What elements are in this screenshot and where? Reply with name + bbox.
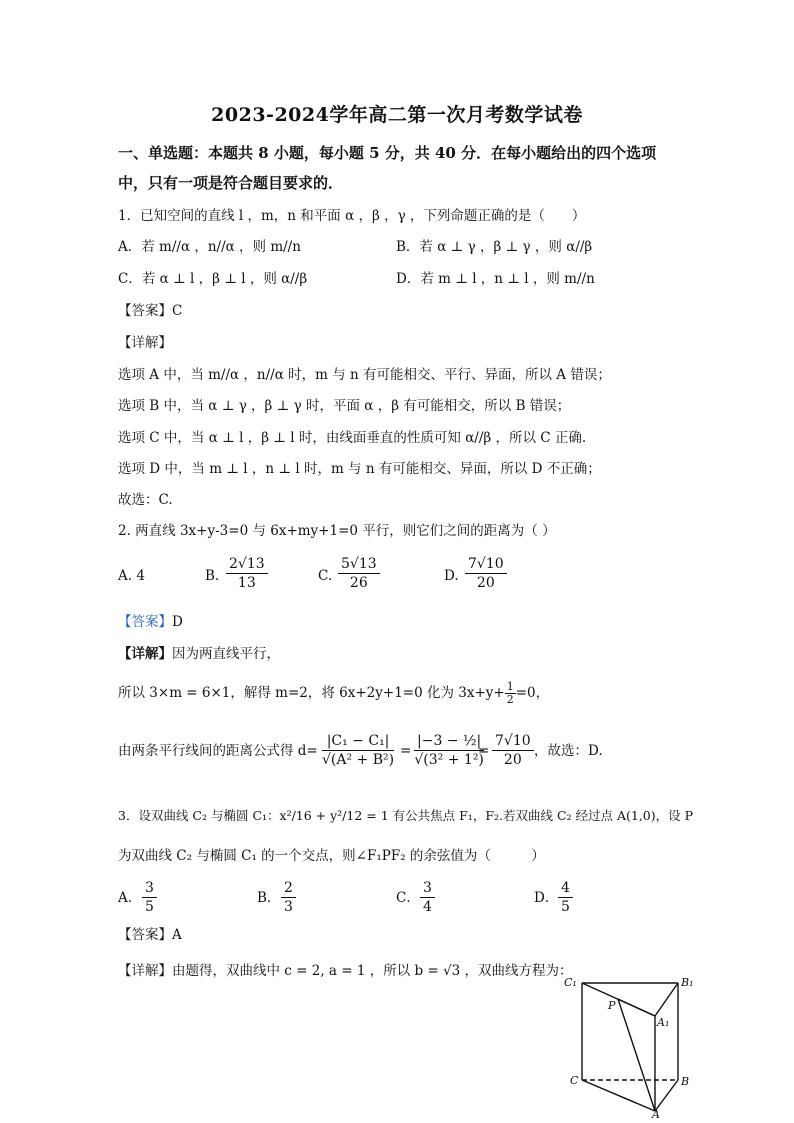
edge-b-a: [655, 1080, 678, 1111]
segment-p-a: [618, 999, 655, 1111]
fraction-numerator: 7√10: [465, 556, 507, 574]
fraction-numerator: 1: [506, 680, 514, 693]
q3-stem-line1: 3．设双曲线 C₂ 与椭圆 C₁：x²/16 + y²/12 = 1 有公共焦点 F₁，F₂.若双曲线 C₂ 经过点 A(1,0)，设 P: [118, 808, 694, 823]
q1-detail-line: 选项 C 中，当 α ⊥ l ，β ⊥ l 时，由线面垂直的性质可知 α//β ，所以 C 正确.: [118, 430, 587, 446]
fraction-denominator: √(A² + B²): [322, 752, 395, 768]
edge-b1-a1: [655, 983, 678, 1016]
q3-option-d-label: D．: [534, 890, 559, 906]
section-heading-line1: 一、单选题：本题共 8 小题，每小题 5 分，共 40 分．在每小题给出的四个选项: [118, 144, 657, 162]
q2-option-b-fraction: [226, 556, 268, 591]
fraction-numerator: 5√13: [338, 556, 380, 574]
fraction-numerator: 3: [142, 880, 157, 898]
equals-sign: =: [478, 743, 490, 759]
q2-distance-formula-lead: 由两条平行线间的距离公式得 d=: [118, 743, 318, 759]
fraction-numerator: 2: [281, 880, 296, 898]
equals-sign: =: [400, 743, 412, 759]
q1-option-b: B．若 α ⊥ γ ，β ⊥ γ ，则 α//β: [396, 239, 593, 255]
fraction-denominator: √(3² + 1²): [414, 752, 484, 768]
q2-option-c-label: C.: [318, 568, 333, 584]
q2-option-b-label: B.: [205, 568, 220, 584]
q2-answer: [118, 613, 183, 631]
label-b1: B₁: [681, 976, 694, 989]
q2-formula-fraction-1: [322, 733, 394, 768]
fraction-numerator: |C₁ − C₁|: [322, 733, 394, 751]
fraction-numerator: 3: [420, 880, 435, 898]
label-b: B: [681, 1075, 690, 1088]
fraction-denominator: 5: [561, 899, 570, 915]
fraction-numerator: 4: [558, 880, 573, 898]
q2-formula-fraction-2: [414, 733, 484, 768]
q3-stem-line2: 为双曲线 C₂ 与椭圆 C₁ 的一个交点，则∠F₁PF₂ 的余弦值为（ ）: [118, 848, 545, 864]
label-c1: C₁: [564, 976, 577, 989]
prism-figure: [560, 968, 700, 1118]
label-p: P: [608, 999, 616, 1012]
q2-option-a: A. 4: [118, 568, 145, 584]
page-title: 2023-2024学年高二第一次月考数学试卷: [211, 104, 583, 126]
q1-detail-label: 【详解】: [118, 335, 172, 351]
q2-formula-tail: ，故选：D.: [534, 743, 603, 759]
fraction-numerator: 7√10: [492, 733, 534, 751]
q2-option-c-fraction: [338, 556, 380, 591]
q3-option-a-fraction: [142, 880, 157, 915]
q2-option-d-fraction: [465, 556, 507, 591]
q2-line2-tail: =0，: [515, 685, 550, 701]
label-c: C: [570, 1074, 579, 1087]
fraction-numerator: |−3 − ½|: [414, 733, 484, 751]
q1-detail-line: 选项 B 中，当 α ⊥ γ ，β ⊥ γ 时，平面 α ，β 有可能相交，所以 B 错误；: [118, 398, 571, 414]
q1-option-c: C．若 α ⊥ l ，β ⊥ l ，则 α//β: [118, 271, 308, 287]
inline-fraction: [505, 681, 516, 706]
q1-option-a: A．若 m//α ，n//α ，则 m//n: [118, 239, 301, 255]
q1-option-d: D．若 m ⊥ l ，n ⊥ l ，则 m//n: [396, 271, 595, 287]
q3-detail: 【详解】由题得，双曲线中 c = 2, a = 1 ，所以 b = √3 ，双曲线方程为：: [118, 963, 573, 979]
fraction-numerator: 2√13: [226, 556, 268, 574]
q2-solution-line2: [118, 681, 549, 706]
q3-option-b-fraction: [281, 880, 296, 915]
fraction-denominator: 4: [423, 899, 432, 915]
q3-answer: 【答案】A: [118, 927, 182, 943]
q2-detail-text: 因为两直线平行，: [172, 646, 280, 662]
q2-formula-fraction-3: [492, 733, 534, 768]
edge-c-a: [582, 1080, 655, 1111]
q1-answer: 【答案】C: [118, 303, 183, 319]
fraction-denominator: 20: [503, 752, 522, 768]
q3-option-a-label: A．: [118, 890, 142, 906]
q2-stem: 2. 两直线 3x+y-3=0 与 6x+my+1=0 平行，则它们之间的距离为（ ）: [118, 523, 556, 539]
section-heading-line2: 中，只有一项是符合题目要求的．: [118, 174, 344, 192]
fraction-denominator: 26: [349, 575, 368, 591]
q2-line2-text: 所以 3×m = 6×1，解得 m=2，将 6x+2y+1=0 化为 3x+y+: [118, 685, 505, 701]
fraction-denominator: 20: [476, 575, 495, 591]
fraction-denominator: 13: [237, 575, 256, 591]
fraction-denominator: 3: [284, 899, 293, 915]
q2-detail: [118, 645, 280, 663]
q1-detail-line: 选项 D 中，当 m ⊥ l ，n ⊥ l 时，m 与 n 有可能相交、异面，所以 D 不正确；: [118, 461, 601, 477]
q3-option-c-label: C．: [396, 890, 420, 906]
q3-option-d-fraction: [558, 880, 573, 915]
segment-p-a1: [618, 999, 655, 1016]
q3-option-c-fraction: [420, 880, 435, 915]
fraction-denominator: 2: [506, 693, 514, 706]
q2-option-d-label: D.: [444, 568, 459, 584]
q3-option-b-label: B．: [257, 890, 281, 906]
q1-stem: 1．已知空间的直线 l ，m，n 和平面 α ，β ，γ ，下列命题正确的是（ ）: [118, 208, 586, 224]
fraction-denominator: 5: [145, 899, 154, 915]
q1-detail-line: 故选：C.: [118, 492, 173, 508]
q2-answer-label: 【答案】: [118, 614, 172, 630]
q2-answer-value: D: [172, 614, 183, 630]
label-a: A: [652, 1108, 660, 1118]
q2-detail-label: 【详解】: [118, 646, 172, 662]
q1-detail-line: 选项 A 中，当 m//α ，n//α 时，m 与 n 有可能相交、平行、异面，所以 A 错误；: [118, 367, 611, 383]
label-a1: A₁: [657, 1016, 670, 1029]
